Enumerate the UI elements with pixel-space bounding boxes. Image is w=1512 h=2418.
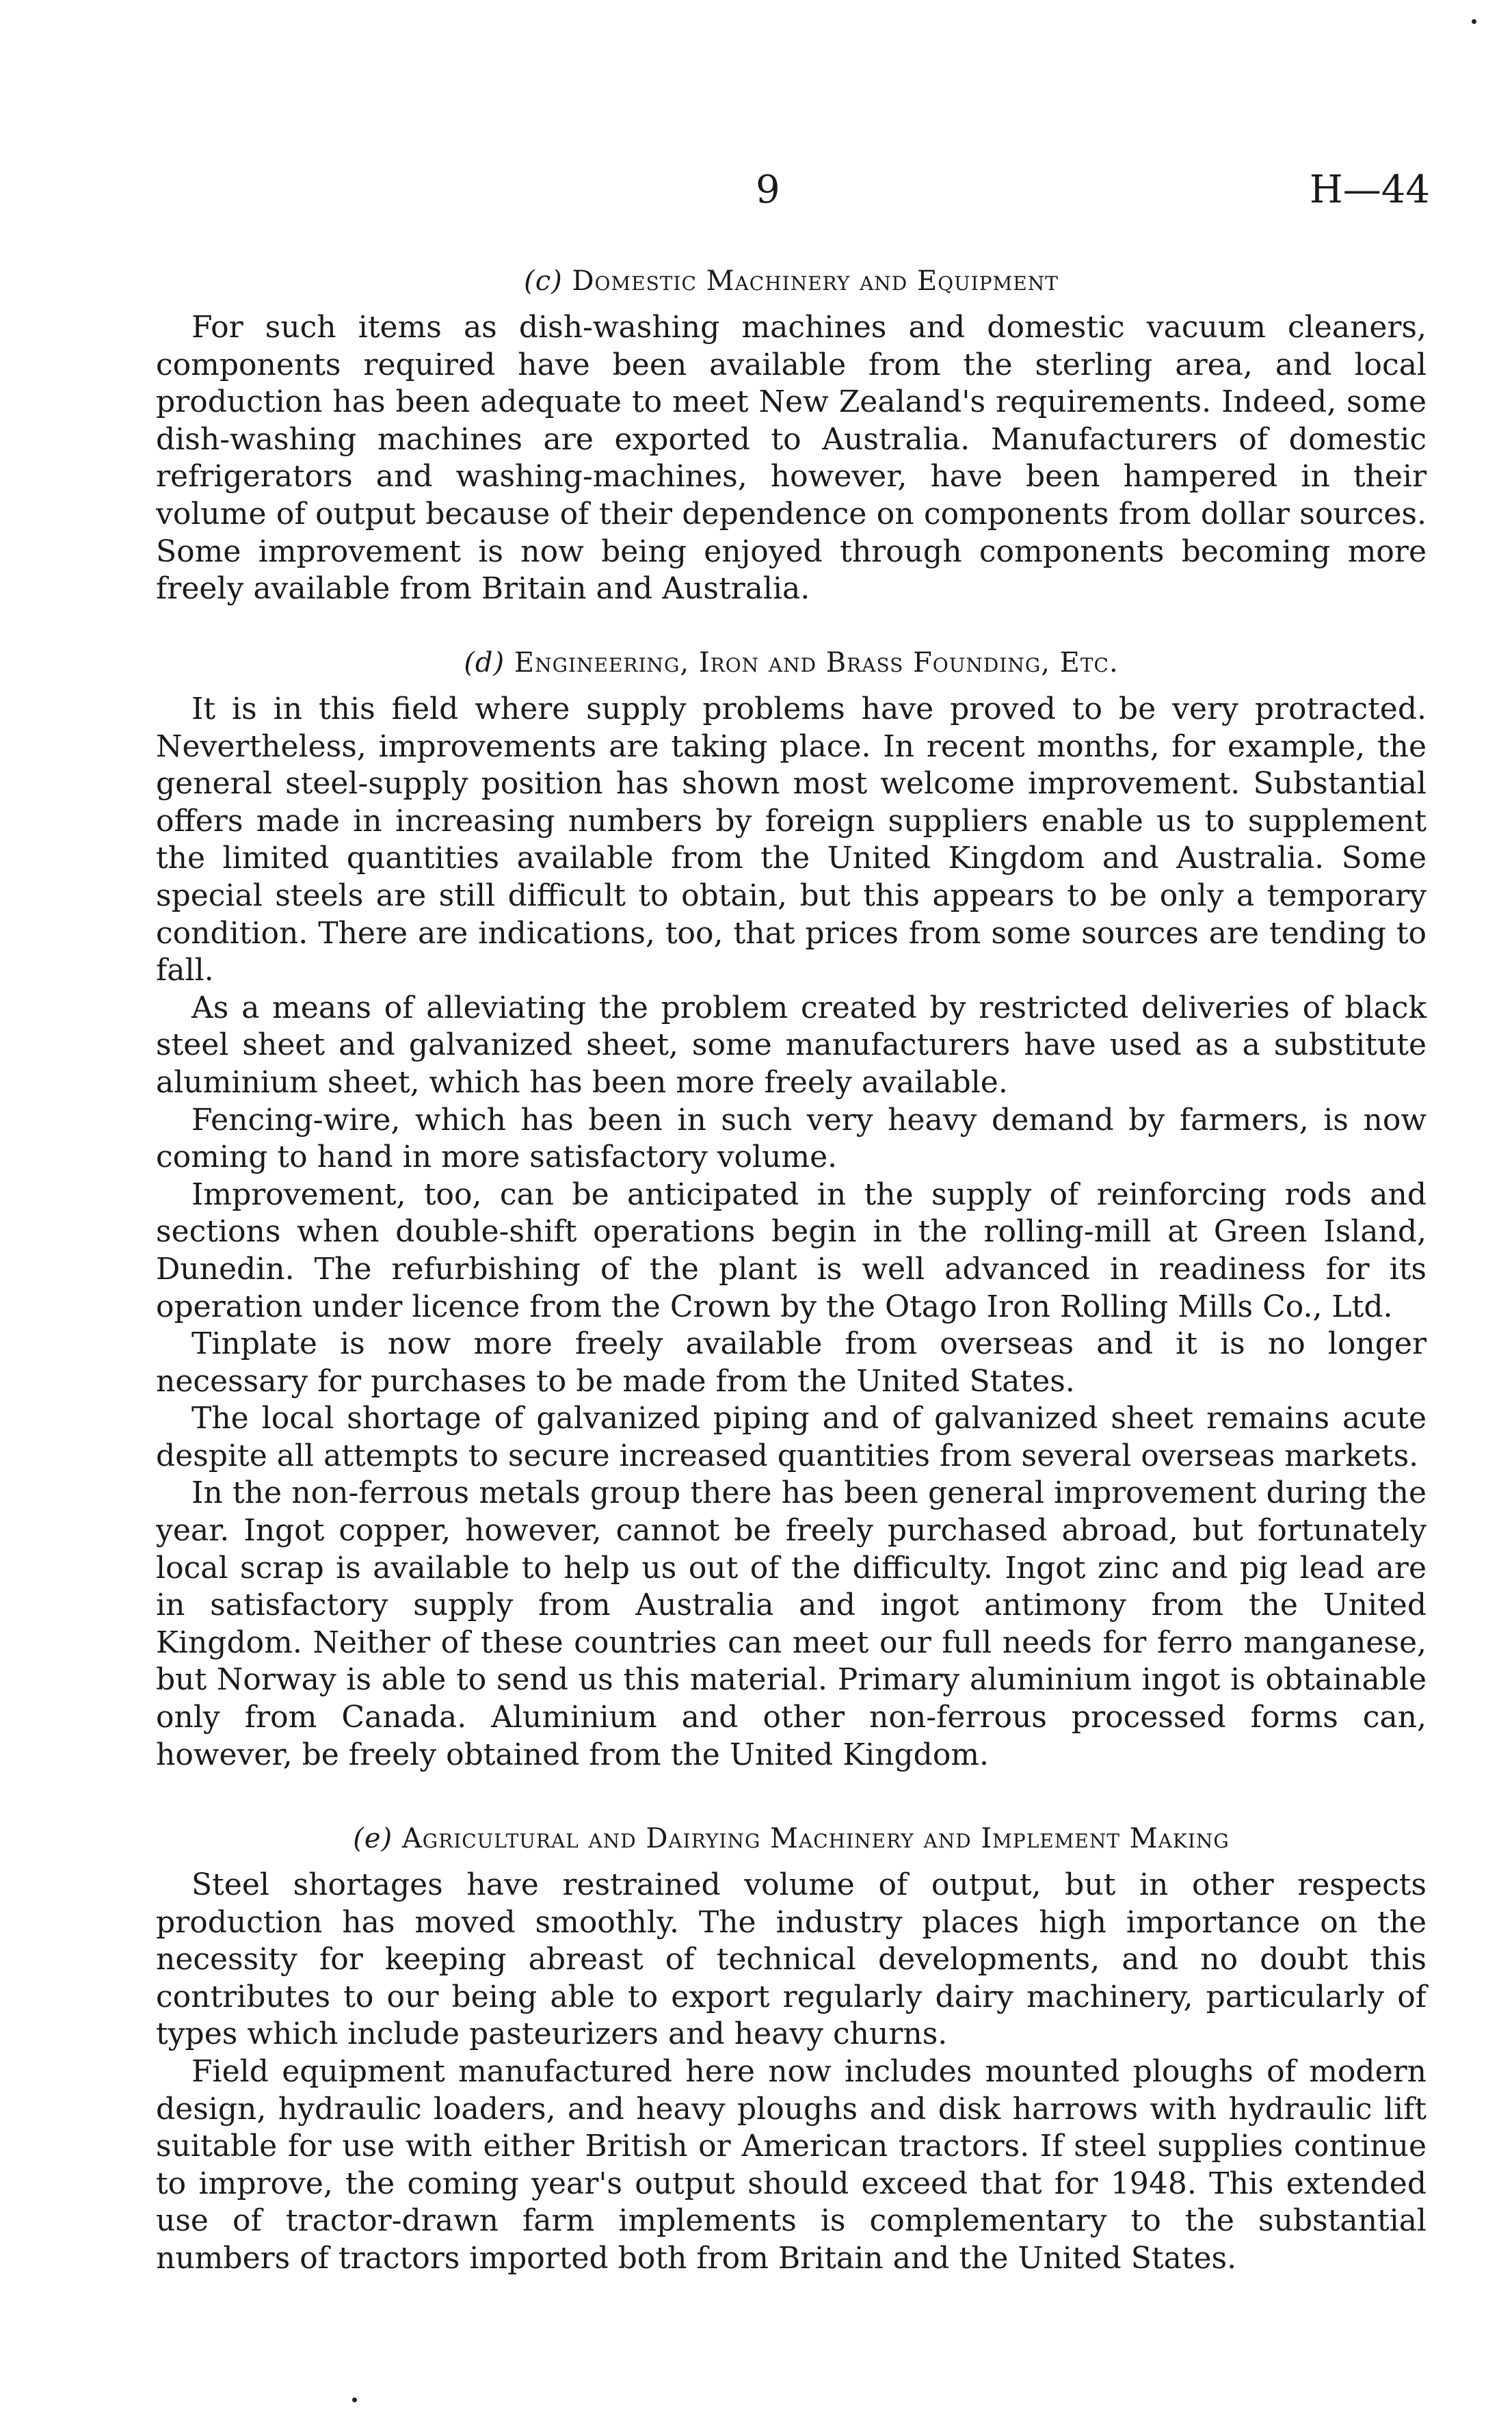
section-agricultural xyxy=(156,1823,1427,2278)
section-title: Agricultural and Dairying Machinery and Implement Making xyxy=(401,1823,1230,1854)
paragraph: As a means of alleviating the problem created by restricted deliveries of black steel sheet and galvanized sheet, some manufacturers have used as a substitute aluminium sheet, which has been more freely available. xyxy=(156,990,1427,1100)
section-label: (d) xyxy=(464,647,505,679)
paragraph: The local shortage of galvanized piping and of galvanized sheet remains acute despite all attempts to secure increased quantities from several overseas markets. xyxy=(156,1401,1427,1473)
paragraph: In the non-ferrous metals group there has been general improvement during the year. Ingot copper, however, cannot be freely purchased abroad, but fortunately local scrap is available to help us out of the difficulty. Ingot zinc and pig lead are in satisfactory supply from Australia and ingot antimony from the United Kingdom. Neither of these countries can meet our full needs for ferro manganese, but Norway is able to send us this material. Primary aluminium ingot is obtainable only from Canada. Aluminium and other non-ferrous processed forms can, however, be freely obtained from the United Kingdom. xyxy=(156,1475,1427,1772)
section-engineering xyxy=(156,647,1427,1774)
section-title: Domestic Machinery and Equipment xyxy=(572,265,1059,297)
paragraph: Tinplate is now more freely available from overseas and it is no longer necessary for purchases to be made from the United States. xyxy=(156,1326,1427,1399)
section-domestic-machinery xyxy=(156,265,1427,608)
section-heading xyxy=(156,265,1427,297)
paragraph: For such items as dish-washing machines and domestic vacuum cleaners, components required have been available from the sterling area, and local production has been adequate to meet New Zealand's requirements. Indeed, some dish-washing machines are exported to Australia. Manufacturers of domestic refrigerators and washing-machines, however, have been hampered in their volume of output because of their dependence on components from dollar sources. Some improvement is now being enjoyed through components becoming more freely available from Britain and Australia. xyxy=(156,310,1427,607)
paragraph: Improvement, too, can be anticipated in the supply of reinforcing rods and sections when double-shift operations begin in the rolling-mill at Green Island, Dunedin. The refurbishing of the plant is well advanced in readiness for its operation under licence from the Crown by the Otago Iron Rolling Mills Co., Ltd. xyxy=(156,1177,1427,1324)
scan-speck xyxy=(352,2397,357,2402)
paragraph: Field equipment manufactured here now includes mounted ploughs of modern design, hydraulic loaders, and heavy ploughs and disk harrows with hydraulic lift suitable for use with either British or American tractors. If steel supplies continue to improve, the coming year's output should exceed that for 1948. This extended use of tractor-drawn farm implements is complementary to the substantial numbers of tractors imported both from Britain and the United States. xyxy=(156,2053,1427,2276)
document-reference: H—44 xyxy=(1309,168,1430,212)
section-heading xyxy=(156,647,1427,679)
section-title: Engineering, Iron and Brass Founding, Etc. xyxy=(514,647,1119,679)
section-label: (e) xyxy=(353,1823,393,1854)
paragraph: It is in this field where supply problems have proved to be very protracted. Nevertheless, improvements are taking place. In recent months, for example, the general steel-supply position has shown most welcome improvement. Substantial offers made in increasing numbers by foreign suppliers enable us to supplement the limited quantities available from the United Kingdom and Australia. Some special steels are still difficult to obtain, but this appears to be only a temporary condition. There are indications, too, that prices from some sources are tending to fall. xyxy=(156,692,1427,988)
paragraph: Fencing-wire, which has been in such very heavy demand by farmers, is now coming to hand in more satisfactory volume. xyxy=(156,1102,1427,1175)
paragraph: Steel shortages have restrained volume of output, but in other respects production has moved smoothly. The industry places high importance on the necessity for keeping abreast of technical developments, and no doubt this contributes to our being able to export regularly dairy machinery, particularly of types which include pasteurizers and heavy churns. xyxy=(156,1867,1427,2052)
scan-speck xyxy=(1472,19,1476,24)
section-heading xyxy=(156,1823,1427,1854)
section-label: (c) xyxy=(524,265,563,297)
page-number: 9 xyxy=(756,168,780,212)
